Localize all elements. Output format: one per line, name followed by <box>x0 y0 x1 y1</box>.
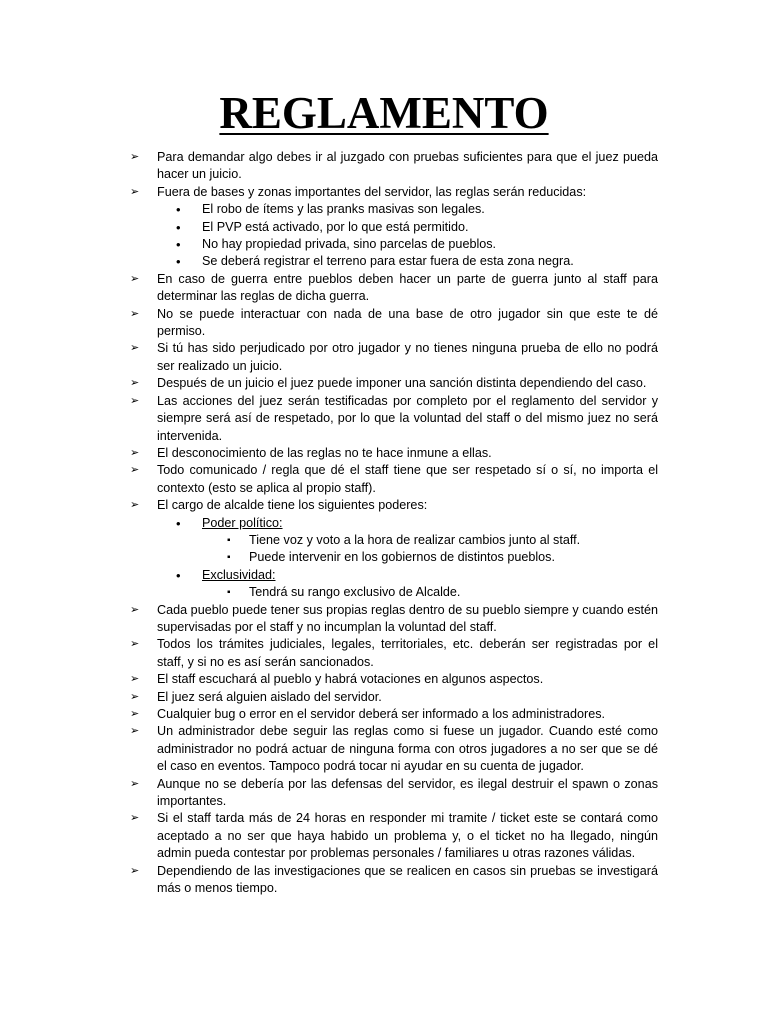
rule-text: Un administrador debe seguir las reglas como si fuese un jugador. Cuando esté como administrador no podrá actuar de ninguna forma con otros jugadores a no ser que se dé el caso en eventos. Tampoco podrá tocar ni ayudar en su cuenta de jugador. <box>157 724 658 774</box>
arrow-bullet-icon: ➢ <box>130 725 140 738</box>
arrow-bullet-icon: ➢ <box>130 812 140 825</box>
square-bullet-icon: ▪ <box>227 534 231 546</box>
rule-subsubitem <box>130 532 658 549</box>
rule-text: Se deberá registrar el terreno para estar fuera de esta zona negra. <box>202 254 574 269</box>
square-bullet-icon: ▪ <box>227 552 231 564</box>
rule-text: El cargo de alcalde tiene los siguientes poderes: <box>157 498 428 513</box>
rule-item <box>130 776 658 811</box>
rule-item <box>130 340 658 375</box>
rule-text: Todo comunicado / regla que dé el staff tiene que ser respetado sí o sí, no importa el contexto (esto se aplica al propio staff). <box>157 463 658 495</box>
rule-item <box>130 445 658 462</box>
rule-text: Para demandar algo debes ir al juzgado con pruebas suficientes para que el juez pueda hacer un juicio. <box>157 150 658 182</box>
rule-text: Si el staff tarda más de 24 horas en responder mi tramite / ticket este se contará como aceptado a no ser que haya habido un problema y, o el ticket no ha llegado, ningún admin pueda contestar por problemas personales / familiares u otras razones válidas. <box>157 811 658 861</box>
rule-item <box>130 602 658 637</box>
rule-text: Cualquier bug o error en el servidor deberá ser informado a los administradores. <box>157 707 606 721</box>
rule-text: Tendrá su rango exclusivo de Alcalde. <box>249 585 461 600</box>
rule-subitem <box>130 515 658 532</box>
arrow-bullet-icon: ➢ <box>130 690 140 703</box>
arrow-bullet-icon: ➢ <box>130 272 140 285</box>
round-bullet-icon: • <box>176 515 181 531</box>
arrow-bullet-icon: ➢ <box>130 708 140 720</box>
rule-text: Exclusividad: <box>202 567 276 582</box>
rule-text: El juez será alguien aislado del servidor. <box>157 689 382 704</box>
rule-text: Todos los trámites judiciales, legales, territoriales, etc. deberán ser registradas por el staff, y si no es así serán sancionados. <box>157 637 658 669</box>
rule-item <box>130 375 658 392</box>
rule-subitem <box>130 236 658 253</box>
rule-text: El desconocimiento de las reglas no te hace inmune a ellas. <box>157 445 492 460</box>
rule-item <box>130 393 658 445</box>
arrow-bullet-icon: ➢ <box>130 603 140 616</box>
rules-list <box>130 149 658 897</box>
rule-subsubitem <box>130 584 658 601</box>
rule-item <box>130 184 658 201</box>
arrow-bullet-icon: ➢ <box>130 499 140 512</box>
rule-item <box>130 671 658 688</box>
arrow-bullet-icon: ➢ <box>130 394 140 407</box>
rule-text: Poder político: <box>202 515 283 530</box>
rule-subitem <box>130 201 658 218</box>
rule-item <box>130 723 658 775</box>
rule-text: Las acciones del juez serán testificadas por completo por el reglamento del servidor y siempre será así de respetado, por lo que la voluntad del staff o del mismo juez no será intervenida. <box>157 393 658 443</box>
rule-subitem <box>130 253 658 270</box>
rule-item <box>130 706 658 723</box>
rule-item <box>130 810 658 862</box>
rule-item <box>130 462 658 497</box>
rule-text: Puede intervenir en los gobiernos de distintos pueblos. <box>249 550 555 565</box>
rule-item <box>130 271 658 306</box>
arrow-bullet-icon: ➢ <box>130 377 140 390</box>
arrow-bullet-icon: ➢ <box>130 307 140 320</box>
arrow-bullet-icon: ➢ <box>130 342 140 355</box>
round-bullet-icon: • <box>176 567 181 583</box>
rule-item <box>130 149 658 184</box>
round-bullet-icon: • <box>176 254 181 270</box>
rule-subitem <box>130 567 658 584</box>
arrow-bullet-icon: ➢ <box>130 777 140 790</box>
rule-text: Después de un juicio el juez puede imponer una sanción distinta dependiendo del caso. <box>157 376 647 391</box>
rule-text: Cada pueblo puede tener sus propias reglas dentro de su pueblo siempre y cuando estén supervisadas por el staff y no incumplan la voluntad del staff. <box>157 602 658 634</box>
arrow-bullet-icon: ➢ <box>130 638 140 651</box>
rule-text: Aunque no se debería por las defensas del servidor, es ilegal destruir el spawn o zonas importantes. <box>157 776 658 809</box>
rule-text: Si tú has sido perjudicado por otro jugador y no tienes ninguna prueba de ello no podrá ser realizado un juicio. <box>157 341 658 373</box>
page-title: REGLAMENTO <box>219 88 549 138</box>
rule-text: El robo de ítems y las pranks masivas son legales. <box>202 202 485 217</box>
rule-subitem <box>130 219 658 236</box>
round-bullet-icon: • <box>176 202 181 218</box>
rule-text: En caso de guerra entre pueblos deben hacer un parte de guerra junto al staff para determinar las reglas de dicha guerra. <box>157 271 658 304</box>
arrow-bullet-icon: ➢ <box>130 185 140 198</box>
arrow-bullet-icon: ➢ <box>130 673 140 686</box>
arrow-bullet-icon: ➢ <box>130 151 140 163</box>
rule-text: Fuera de bases y zonas importantes del servidor, las reglas serán reducidas: <box>157 184 587 199</box>
rule-subsubitem <box>130 549 658 566</box>
arrow-bullet-icon: ➢ <box>130 864 140 877</box>
rule-text: No hay propiedad privada, sino parcelas de pueblos. <box>202 237 497 252</box>
round-bullet-icon: • <box>176 237 181 253</box>
rule-item <box>130 306 658 341</box>
rule-item <box>130 497 658 514</box>
rule-text: El staff escuchará al pueblo y habrá votaciones en algunos aspectos. <box>157 672 544 687</box>
rule-item <box>130 636 658 671</box>
rule-text: Dependiendo de las investigaciones que se realicen en casos sin pruebas se investigará más o menos tiempo. <box>157 863 658 896</box>
round-bullet-icon: • <box>176 219 181 235</box>
rule-item <box>130 689 658 706</box>
rule-text: No se puede interactuar con nada de una base de otro jugador sin que este te dé permiso. <box>157 306 658 339</box>
rule-text: El PVP está activado, por lo que está permitido. <box>202 219 469 234</box>
arrow-bullet-icon: ➢ <box>130 446 140 459</box>
arrow-bullet-icon: ➢ <box>130 464 140 477</box>
square-bullet-icon: ▪ <box>227 587 231 599</box>
rule-text: Tiene voz y voto a la hora de realizar cambios junto al staff. <box>249 532 581 547</box>
rule-item <box>130 863 658 898</box>
